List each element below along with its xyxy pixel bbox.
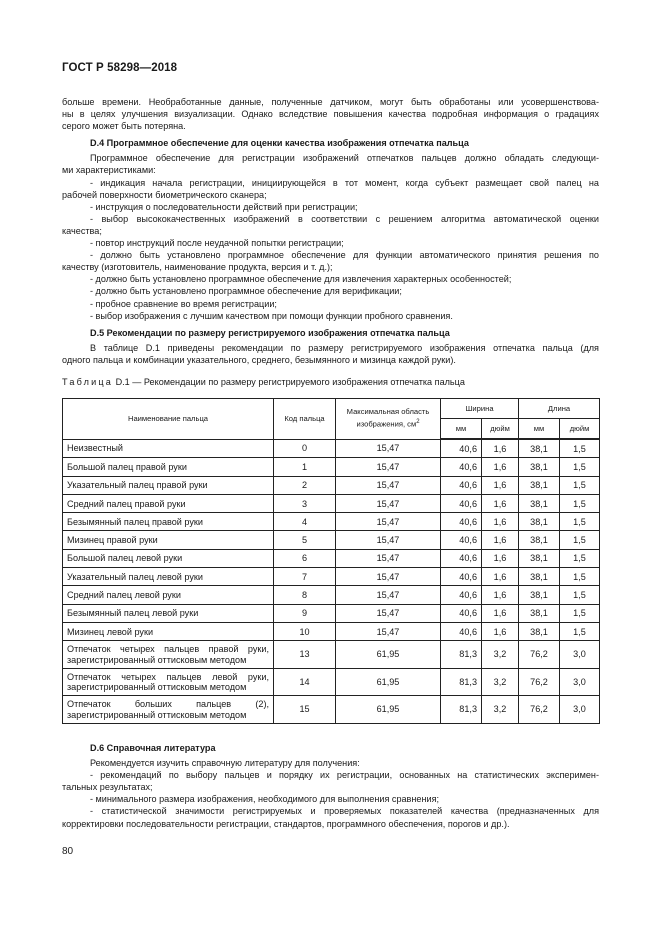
section-heading-d5: D.5 Рекомендации по размеру регистрируемого изображения отпечатка пальца <box>90 327 450 338</box>
cell-code: 14 <box>274 668 336 696</box>
list-item: - пробное сравнение во время регистрации; <box>90 298 277 309</box>
header-max-area: Максимальная область изображения, $см^2$ <box>336 399 441 440</box>
cell-name: Мизинец левой руки <box>63 622 274 640</box>
list-item: - индикация начала регистрации, инициирующейся в тот момент, когда субъект размещает свой палец на <box>90 177 599 188</box>
paragraph: В таблице D.1 приведены рекомендации по размеру регистрируемого изображения отпечатка пальца (для <box>90 342 599 353</box>
cell-length-inch: 3,0 <box>560 641 600 669</box>
list-item: - рекомендаций по выбору пальцев и порядку их регистрации, основанных на статистических эксперимен- <box>90 770 599 781</box>
section-heading-d6: D.6 Справочная литература <box>90 743 216 753</box>
list-item: - должно быть установлено программное обеспечение для верификации; <box>90 286 402 297</box>
cell-width-inch: 1,6 <box>482 549 519 567</box>
cell-code: 2 <box>274 476 336 494</box>
cell-width-inch: 3,2 <box>482 641 519 669</box>
cell-name: Большой палец левой руки <box>63 549 274 567</box>
cell-length-mm: 76,2 <box>519 668 560 696</box>
cell-code: 4 <box>274 513 336 531</box>
cell-length-mm: 76,2 <box>519 641 560 669</box>
cell-width-mm: 40,6 <box>441 568 482 586</box>
table-row <box>63 476 600 494</box>
cell-width-mm: 40,6 <box>441 476 482 494</box>
cell-area: 61,95 <box>336 668 441 696</box>
cell-length-inch: 1,5 <box>560 513 600 531</box>
intro-line: больше времени. Необработанные данные, полученные датчиком, могут быть обработаны или усовершенствова- <box>62 97 599 107</box>
cell-width-mm: 40,6 <box>441 604 482 622</box>
list-item: - инструкция о последовательности действий при регистрации; <box>90 201 358 212</box>
header-length: Длина <box>519 399 600 419</box>
header-width-inch: дюйм <box>482 419 519 440</box>
cell-name: Безымянный палец левой руки <box>63 604 274 622</box>
table-caption-text: D.1 — Рекомендации по размеру регистрируемого изображения отпечатка пальца <box>113 377 465 387</box>
cell-length-mm: 38,1 <box>519 476 560 494</box>
cell-width-mm: 81,3 <box>441 668 482 696</box>
cell-length-inch: 1,5 <box>560 549 600 567</box>
cell-length-mm: 38,1 <box>519 568 560 586</box>
list-item: - минимального размера изображения, необходимого для выполнения сравнения; <box>90 794 440 805</box>
cell-name: Отпечаток больших пальцев (2), зарегистрированный оттисковым методом <box>63 696 274 724</box>
table-caption-label: Таблица <box>62 377 114 387</box>
cell-area: 15,47 <box>336 476 441 494</box>
cell-length-mm: 38,1 <box>519 549 560 567</box>
header-width-mm: мм <box>441 419 482 440</box>
table-row <box>63 586 600 604</box>
cell-width-inch: 1,6 <box>482 476 519 494</box>
table-row <box>63 696 600 724</box>
list-item: - статистической значимости регистрируемых и проверяемых показателей качества (предназначенных для <box>90 806 599 817</box>
header-finger-name: Наименование пальца <box>63 399 274 440</box>
paragraph: Программное обеспечение для регистрации изображений отпечатков пальцев должно обладать следующи- <box>90 153 599 164</box>
cell-code: 6 <box>274 549 336 567</box>
list-item: - должно быть установлено программное обеспечение для извлечения характерных особенностей; <box>90 274 512 285</box>
table-row <box>63 439 600 458</box>
cell-area: 15,47 <box>336 439 441 458</box>
cell-area: 15,47 <box>336 458 441 476</box>
cell-code: 0 <box>274 439 336 458</box>
cell-name: Мизинец правой руки <box>63 531 274 549</box>
cell-code: 13 <box>274 641 336 669</box>
body-text-top <box>62 96 599 366</box>
cell-width-inch: 3,2 <box>482 668 519 696</box>
header-finger-code: Код пальца <box>274 399 336 440</box>
cell-length-mm: 38,1 <box>519 586 560 604</box>
paragraph: одного пальца и комбинации указательного, среднего, безымянного и мизинца каждой руки). <box>62 354 456 365</box>
cell-code: 15 <box>274 696 336 724</box>
cell-width-inch: 1,6 <box>482 531 519 549</box>
document-header: ГОСТ Р 58298—2018 <box>62 62 178 74</box>
cell-name: Указательный палец правой руки <box>63 476 274 494</box>
cell-width-mm: 81,3 <box>441 641 482 669</box>
cell-name: Средний палец левой руки <box>63 586 274 604</box>
cell-width-mm: 40,6 <box>441 494 482 512</box>
cell-length-inch: 3,0 <box>560 668 600 696</box>
cell-name: Отпечаток четырех пальцев левой руки, зарегистрированный оттисковым методом <box>63 668 274 696</box>
cell-width-mm: 40,6 <box>441 531 482 549</box>
cell-width-inch: 1,6 <box>482 458 519 476</box>
header-length-mm: мм <box>519 419 560 440</box>
cell-length-inch: 1,5 <box>560 439 600 458</box>
cell-width-inch: 3,2 <box>482 696 519 724</box>
table-row <box>63 641 600 669</box>
cell-length-inch: 1,5 <box>560 604 600 622</box>
cell-code: 1 <box>274 458 336 476</box>
list-item: тальных результатах; <box>62 782 153 793</box>
cell-name: Указательный палец левой руки <box>63 568 274 586</box>
table-row <box>63 668 600 696</box>
list-item: корректировки последовательности регистрации, стандартов, программного обеспечения, порогов и др.). <box>62 818 510 829</box>
cell-name: Безымянный палец правой руки <box>63 513 274 531</box>
body-text-bottom <box>62 742 599 830</box>
table-caption <box>62 377 465 387</box>
table-row <box>63 568 600 586</box>
cell-area: 15,47 <box>336 531 441 549</box>
cell-width-mm: 40,6 <box>441 549 482 567</box>
cell-name: Отпечаток четырех пальцев правой руки, зарегистрированный оттисковым методом <box>63 641 274 669</box>
cell-code: 5 <box>274 531 336 549</box>
list-item: - выбор изображения с лучшим качеством при помощи функции пробного сравнения. <box>90 310 453 321</box>
cell-area: 15,47 <box>336 568 441 586</box>
cell-length-inch: 1,5 <box>560 531 600 549</box>
cell-area: 61,95 <box>336 641 441 669</box>
list-item: - выбор высококачественных изображений в соответствии с решением алгоритма автоматической оценки <box>90 213 599 224</box>
list-item: качества; <box>62 225 102 236</box>
list-item: качеству (изготовитель, наименование продукта, версия и т. д.); <box>62 262 333 273</box>
paragraph: Рекомендуется изучить справочную литературу для получения: <box>90 758 360 769</box>
list-item: рабочей поверхности биометрического сканера; <box>62 189 267 200</box>
cell-length-inch: 3,0 <box>560 696 600 724</box>
cell-name: Большой палец правой руки <box>63 458 274 476</box>
cell-width-inch: 1,6 <box>482 513 519 531</box>
cell-width-mm: 40,6 <box>441 586 482 604</box>
cell-code: 7 <box>274 568 336 586</box>
cell-length-mm: 38,1 <box>519 513 560 531</box>
cell-code: 10 <box>274 622 336 640</box>
table-row <box>63 494 600 512</box>
section-heading-d4: D.4 Программное обеспечение для оценки качества изображения отпечатка пальца <box>90 138 469 149</box>
paragraph: ми характеристиками: <box>62 165 156 176</box>
table-row <box>63 604 600 622</box>
cell-width-inch: 1,6 <box>482 494 519 512</box>
cell-length-inch: 1,5 <box>560 476 600 494</box>
cell-length-mm: 38,1 <box>519 458 560 476</box>
cell-area: 15,47 <box>336 549 441 567</box>
cell-width-mm: 40,6 <box>441 622 482 640</box>
cell-width-mm: 81,3 <box>441 696 482 724</box>
finger-size-table <box>62 398 600 724</box>
cell-width-mm: 40,6 <box>441 439 482 458</box>
cell-area: 15,47 <box>336 494 441 512</box>
intro-line: серого может быть потеряна. <box>62 121 186 132</box>
cell-length-mm: 76,2 <box>519 696 560 724</box>
cell-length-mm: 38,1 <box>519 622 560 640</box>
list-item: - должно быть установлено программное обеспечение для функции автоматического принятия решения по <box>90 250 599 261</box>
cell-length-inch: 1,5 <box>560 586 600 604</box>
cell-area: 15,47 <box>336 513 441 531</box>
cell-name: Неизвестный <box>63 439 274 458</box>
table-row <box>63 549 600 567</box>
cell-width-inch: 1,6 <box>482 604 519 622</box>
table-row <box>63 531 600 549</box>
cell-area: 15,47 <box>336 622 441 640</box>
cell-area: 15,47 <box>336 604 441 622</box>
cell-width-mm: 40,6 <box>441 513 482 531</box>
header-width: Ширина <box>441 399 519 419</box>
intro-line: ны в целях улучшения визуализации. Однако вследствие повышения качества подробная информация о градациях <box>62 109 599 120</box>
cell-length-inch: 1,5 <box>560 568 600 586</box>
table-row <box>63 513 600 531</box>
table-row <box>63 458 600 476</box>
cell-name: Средний палец правой руки <box>63 494 274 512</box>
cell-length-mm: 38,1 <box>519 494 560 512</box>
cell-width-inch: 1,6 <box>482 586 519 604</box>
cell-area: 61,95 <box>336 696 441 724</box>
cell-width-inch: 1,6 <box>482 568 519 586</box>
cell-code: 3 <box>274 494 336 512</box>
cell-length-inch: 1,5 <box>560 458 600 476</box>
list-item: - повтор инструкций после неудачной попытки регистрации; <box>90 238 344 249</box>
cell-width-inch: 1,6 <box>482 439 519 458</box>
cell-length-mm: 38,1 <box>519 604 560 622</box>
cell-code: 9 <box>274 604 336 622</box>
cell-length-mm: 38,1 <box>519 439 560 458</box>
cell-area: 15,47 <box>336 586 441 604</box>
header-length-inch: дюйм <box>560 419 600 440</box>
cell-width-inch: 1,6 <box>482 622 519 640</box>
cell-width-mm: 40,6 <box>441 458 482 476</box>
page-number: 80 <box>62 846 74 857</box>
cell-code: 8 <box>274 586 336 604</box>
cell-length-inch: 1,5 <box>560 622 600 640</box>
cell-length-mm: 38,1 <box>519 531 560 549</box>
table-row <box>63 622 600 640</box>
cell-length-inch: 1,5 <box>560 494 600 512</box>
